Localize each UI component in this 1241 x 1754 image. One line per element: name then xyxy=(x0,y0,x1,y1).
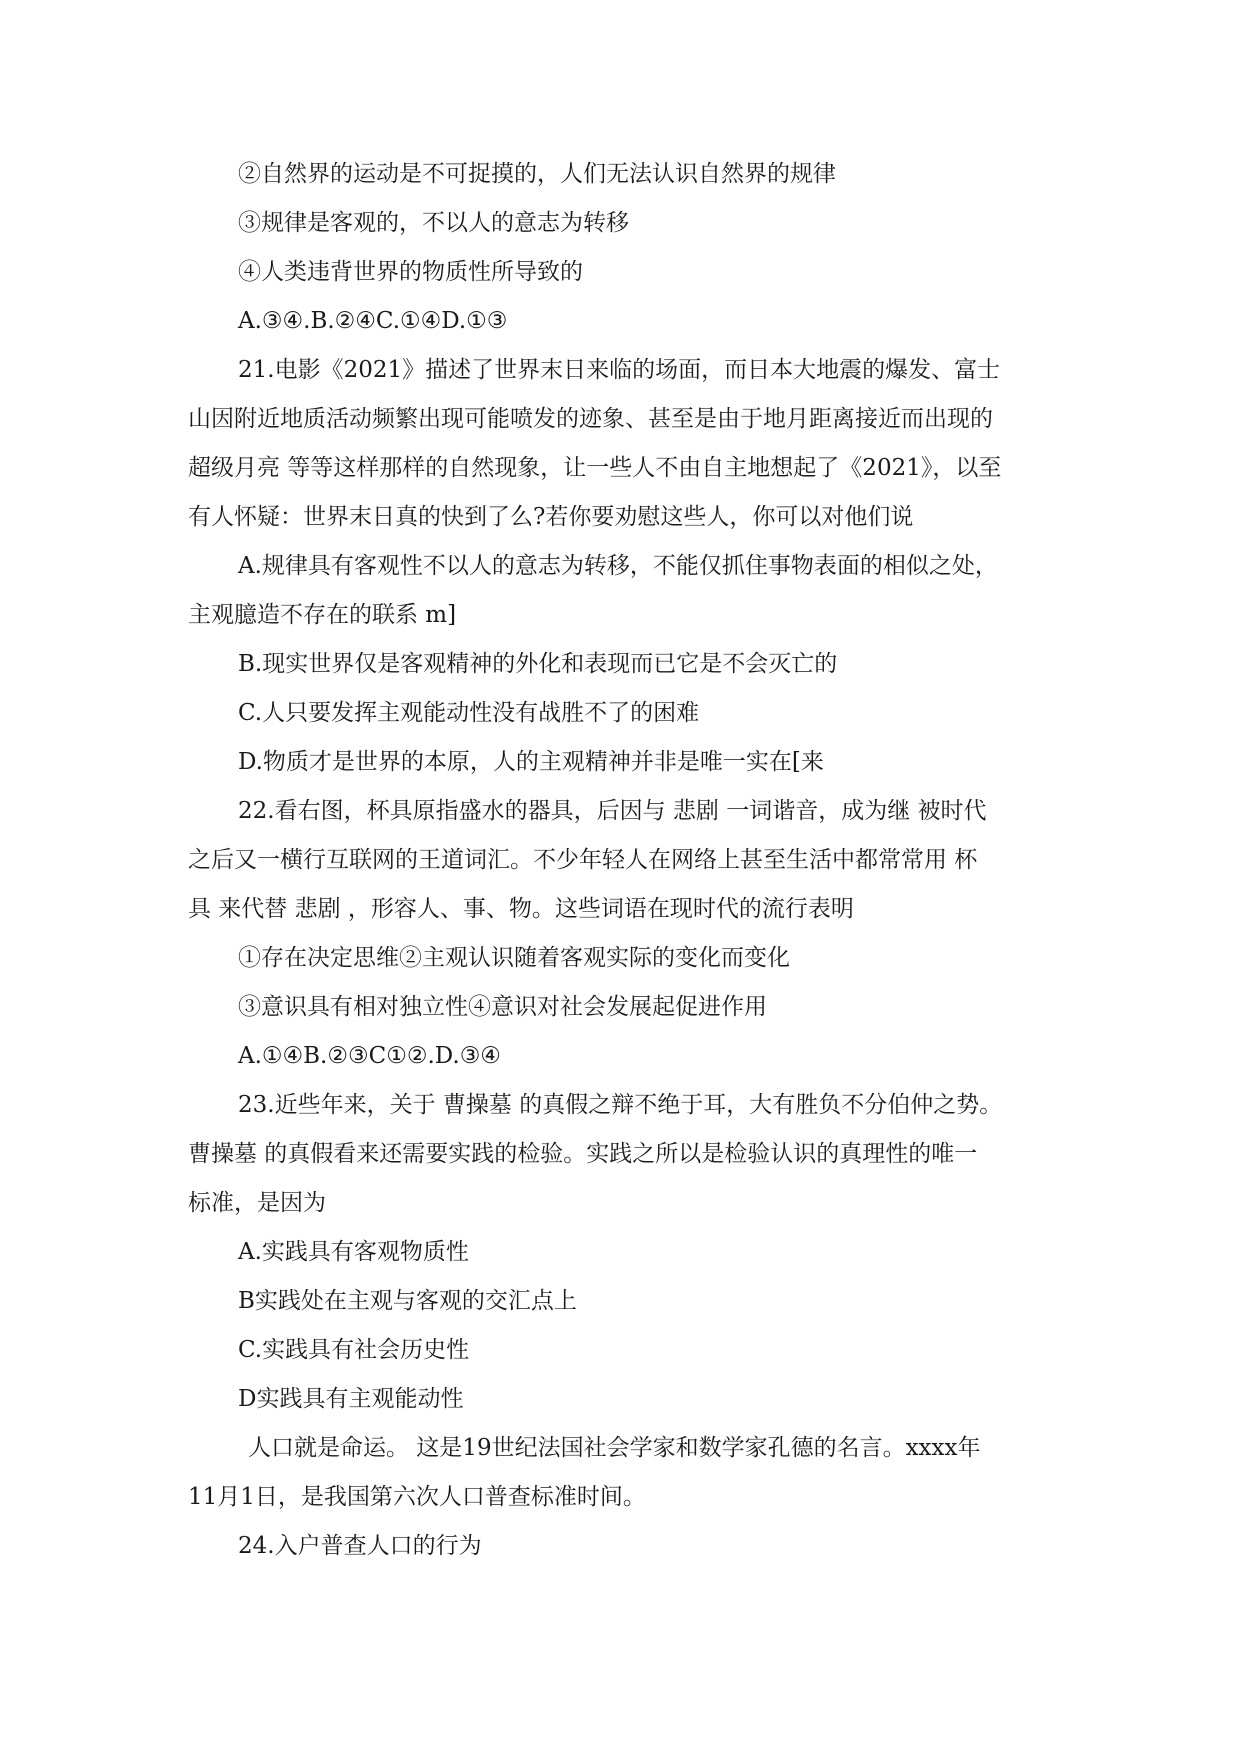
question-24: 24.入户普查人口的行为 xyxy=(238,1533,482,1559)
text-line: 山因附近地质活动频繁出现可能喷发的迹象、甚至是由于地月距离接近而出现的 xyxy=(188,406,993,432)
text-line: 曹操墓 的真假看来还需要实践的检验。实践之所以是检验认识的真理性的唯一 xyxy=(188,1141,978,1167)
option-a: A.规律具有客观性不以人的意志为转移，不能仅抓住事物表面的相似之处， xyxy=(238,553,998,579)
text-line: 具 来代替 悲剧 ，形容人、事、物。这些词语在现时代的流行表明 xyxy=(188,896,854,922)
text-line: 11月1日，是我国第六次人口普查标准时间。 xyxy=(188,1484,646,1510)
question-21: 21.电影《2021》描述了世界末日来临的场面，而日本大地震的爆发、富士 xyxy=(238,357,1001,383)
answer-options: A.①④B.②③C①②.D.③④ xyxy=(238,1043,501,1069)
text-line: ①存在决定思维②主观认识随着客观实际的变化而变化 xyxy=(238,945,790,971)
text-line: 超级月亮 等等这样那样的自然现象，让一些人不由自主地想起了《2021》，以至 xyxy=(188,455,1002,481)
text-line: 之后又一横行互联网的王道词汇。不少年轻人在网络上甚至生活中都常常用 杯 xyxy=(188,847,978,873)
text-line: 人口就是命运。 这是19世纪法国社会学家和数学家孔德的名言。xxxx年 xyxy=(248,1435,981,1461)
text-line: ②自然界的运动是不可捉摸的，人们无法认识自然界的规律 xyxy=(238,161,836,187)
question-23: 23.近些年来，关于 曹操墓 的真假之辩不绝于耳，大有胜负不分伯仲之势。 xyxy=(238,1092,1003,1118)
text-line: ④人类违背世界的物质性所导致的 xyxy=(238,259,583,285)
answer-options: A.③④.B.②④C.①④D.①③ xyxy=(238,308,508,334)
option-d: D.物质才是世界的本原，人的主观精神并非是唯一实在[来 xyxy=(238,749,824,775)
text-line: ③规律是客观的，不以人的意志为转移 xyxy=(238,210,629,236)
text-line: 标准，是因为 xyxy=(188,1190,326,1216)
text-line: ③意识具有相对独立性④意识对社会发展起促进作用 xyxy=(238,994,767,1020)
text-line: 主观臆造不存在的联系 m] xyxy=(188,602,457,628)
document-body xyxy=(188,150,1068,1571)
option-c: C.人只要发挥主观能动性没有战胜不了的困难 xyxy=(238,700,700,726)
option-c: C.实践具有社会历史性 xyxy=(238,1337,470,1363)
option-b: B实践处在主观与客观的交汇点上 xyxy=(238,1288,577,1314)
text-line: 有人怀疑：世界末日真的快到了么?若你要劝慰这些人，你可以对他们说 xyxy=(188,504,914,530)
option-a: A.实践具有客观物质性 xyxy=(238,1239,469,1265)
option-b: B.现实世界仅是客观精神的外化和表现而已它是不会灭亡的 xyxy=(238,651,838,677)
question-22: 22.看右图，杯具原指盛水的器具，后因与 悲剧 一词谐音，成为继 被时代 xyxy=(238,798,987,824)
option-d: D实践具有主观能动性 xyxy=(238,1386,464,1412)
